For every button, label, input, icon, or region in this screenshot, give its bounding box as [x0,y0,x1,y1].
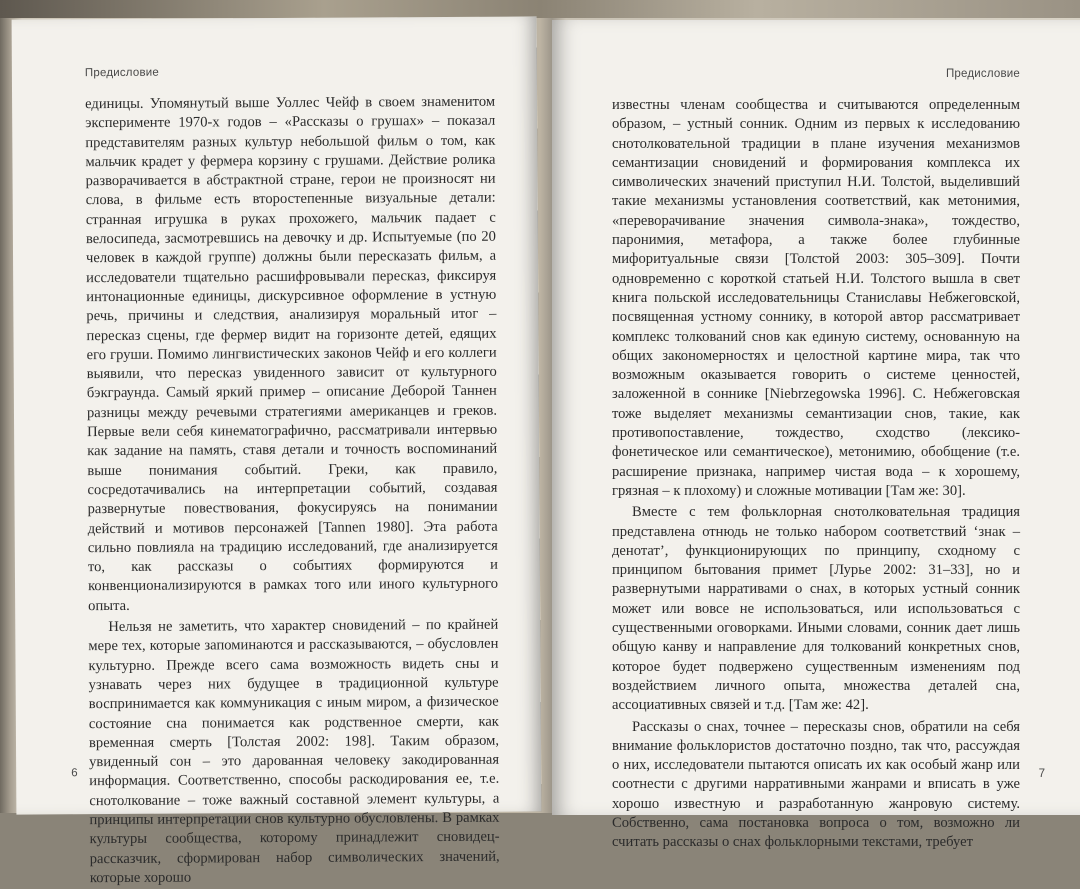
body-text [612,96,1020,853]
page-number: 6 [71,767,78,780]
page-number: 7 [1038,768,1045,780]
right-page [552,20,1080,851]
body-text [85,93,500,889]
running-header: Предисловие [945,68,1020,80]
running-header: Предисловие [84,66,160,80]
paragraph: Рассказы о снах, точнее – пересказы снов, обратили на себя внимание фольклористов достаточно поздно, так что, рассуждая о них, исследователи пытаются описать их как особый жанр или соотнести с другими нарративными жанрами и вписать в уже хорошо известную и разработанную жанровую систему. Собственно, сама постановка вопроса о том, возможно ли считать рассказы о снах фольклорными текстами, требует [612,718,1020,851]
paragraph: известны членам сообщества и считываются определенным образом, – устный сонник. Одним из первых к исследованию снотолковательной традиции в плане изучения механизмов семантизации сновидений и формирования комплекса их символических значений приступил Н.И. Толстой, выделивший такие механизмы установления соответствий, как метонимия, «переворачивание значения символа-знака», тождество, паронимия, метафора, а также более глубинные мифоритуальные связи [Толстой 2003: 305–309]. Почти одновременно с короткой статьей Н.И. Толстого вышла в свет книга польской исследовательницы Станиславы Небжеговской, посвященная устному соннику, в которой автор рассматривает комплекс толкований снов как единую систему, основанную на общих закономерностях и целостной картине мира, так что возможным оказывается говорить о системе ценностей, заложенной в соннике [Niebrzegowska 1996]. С. Небжеговская тоже выделяет механизмы семантизации снов, такие, как противопоставление, тождество, сходство (лексико-фонетическое или семантическое), метонимию, обобщение (т.е. расширение признака, например чистая вода – к хорошему, грязная – к плохому) и сложные мотивации [Там же: 30]. [612,97,1020,499]
paragraph: единицы. Упомянутый выше Уоллес Чейф в своем знаменитом эксперименте 1970-х годов – «Рассказы о грушах» – показал представителям разных культур небольшой фильм о том, как мальчик крадет у фермера корзину с грушами. Действие ролика разворачивается в абстрактной стране, герои не произносят ни слова, в фильме есть второстепенные визуальные детали: странная игрушка в руках прохожего, мальчик падает с велосипеда, засмотревшись на девочку и др. Испытуемые (по 20 человек в каждой группе) должны были пересказать фильм, а исследователи тщательно расшифровывали пересказ, фиксируя интонационные единицы, дискурсивное оформление в устную речь, причины и следствия, анализируя моральный итог – пересказ сцены, где фермер видит на горизонте детей, едящих его груши. Помимо лингвистических законов Чейф и его коллеги выявили, что пересказ увиденного зависит от культурного бэкграунда. Самый яркий пример – описание Деборой Таннен разницы между речевыми стратегиями американцев и греков. Первые вели себя кинематографично, рассматривали интервью как задание на память, ставя детали и точность воспоминаний выше понимания событий. Греки, как правило, сосредотачивались на интерпретации событий, создавая развернутые повествования, фокусируясь на понимании действий и мотивов персонажей [Tannen 1980]. Эта работа сильно повлияла на традицию исследований, где анализируется то, как рассказы о событиях формируются и конвенционализируются в рамках того или иного культурного опыта. [85,93,499,614]
paragraph: Вместе с тем фольклорная снотолковательная традиция представлена отнюдь не только набором соответствий ‘знак – денотат’, функционирующих по принципу, сходному с принципом бытования примет [Лурье 2002: 31–33], но и развернутыми нарративами о снах, в которых устный сонник может или вовсе не использоваться, или использоваться с существенными оговорками. Иными словами, сонник дает лишь общую канву и направление для толкований конкретных снов, которое будет подвержено существенным изменениям под воздействием личного опыта, множества деталей сна, ассоциативных связей и т.д. [Там же: 42]. [612,504,1020,714]
paragraph: Нельзя не заметить, что характер сновидений – по крайней мере тех, которые запоминаются и рассказываются, – обусловлен культурно. Прежде всего сама возможность видеть сны и узнавать через них будущее в традиционной культуре воспринимается как коммуникация с иным миром, а физическое состояние сна понимается как родственное смерти, как временная смерть [Толстая 2002: 198]. Таким образом, увиденный сон – это дарованная человеку закодированная информация. Соответственно, способы раскодирования ее, т.е. снотолкование – тоже важный составной элемент культуры, а принципы интерпретации снов культурно обусловлены. В рамках культуры сообщества, которому принадлежит сновидец-рассказчик, сформирован набор символических значений, которые хорошо [88,616,500,887]
book-edge [0,0,1080,18]
left-page [12,16,542,887]
